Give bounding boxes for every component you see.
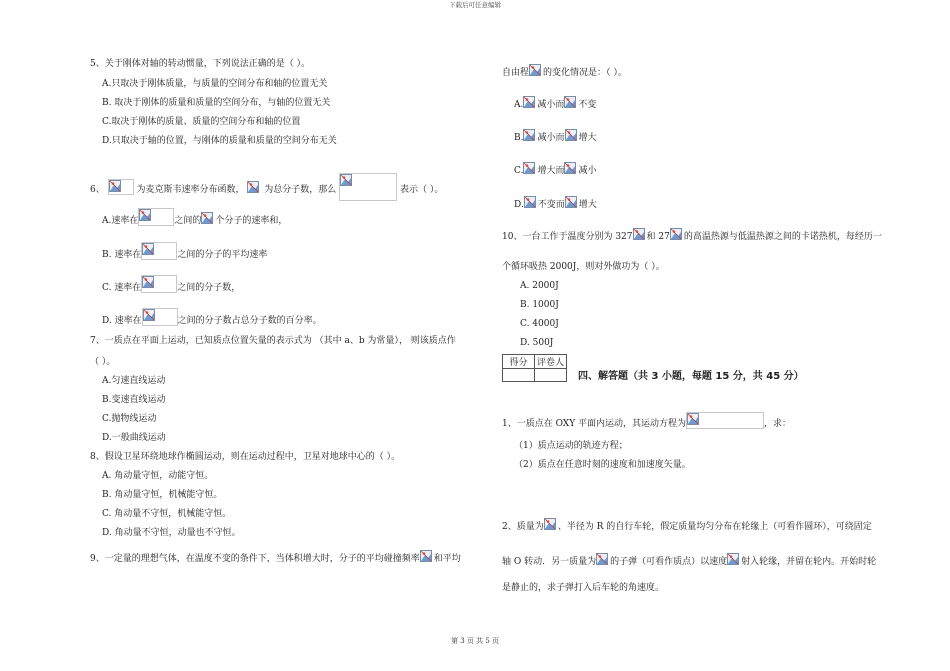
image-icon (201, 212, 213, 224)
score-label: 得分 (503, 355, 535, 369)
image-icon (596, 553, 608, 565)
q6-option-d (102, 308, 322, 327)
q5-option-c: C.取决于刚体的质量、质量的空间分布和轴的位置 (102, 117, 301, 127)
p1-text-post: ，求： (764, 419, 792, 429)
p2-text: 的子弹（可看作质点）以速度 (610, 557, 728, 567)
image-icon (523, 129, 535, 141)
image-icon (529, 64, 541, 76)
option-text: 减小而 (537, 133, 565, 143)
q10-option-a: A. 2000J (520, 281, 559, 291)
image-icon (565, 129, 577, 141)
p1-text-pre: 1、一质点在 OXY 平面内运动，其运动方程为 (502, 419, 687, 429)
q6-text-3: 表示（ ）。 (400, 185, 444, 195)
q9-option-d (514, 196, 597, 211)
q6-option-c (102, 275, 240, 294)
q10-option-c: C. 4000J (520, 319, 559, 329)
formula-image (564, 96, 578, 110)
p2-text: 轴 O 转动．另一质量为 (502, 557, 597, 567)
formula-image (247, 181, 261, 195)
q7-stem: 7、一质点在平面上运动，已知质点位置矢量的表示式为 （其中 a、b 为常量）， 则该质点作 (90, 336, 456, 346)
formula-image (201, 212, 215, 226)
q5-option-d: D.只取决于轴的位置，与刚体的质量和质量的空间分布无关 (102, 136, 337, 146)
image-icon (564, 162, 576, 174)
image-icon (523, 96, 535, 108)
option-text: 个分子的速率和， (215, 216, 288, 226)
q10-text-post: 的高温热源与低温热源之间的卡诺热机，每经历一 (683, 232, 882, 242)
formula-image (420, 550, 434, 564)
option-text: D. 速率在 (102, 316, 142, 326)
image-icon (633, 228, 645, 240)
option-text: B. (514, 133, 524, 143)
score-cell[interactable] (503, 369, 535, 382)
image-icon (340, 174, 352, 186)
image-icon (687, 413, 699, 425)
q7-option-c: C.抛物线运动 (102, 414, 157, 424)
p2-line-2 (502, 553, 876, 568)
q6-number: 6、 (90, 185, 105, 195)
image-icon (544, 518, 556, 530)
q9-text-a: 9、一定量的理想气体，在温度不变的条件下，当体积增大时，分子的平均碰撞频率 (90, 554, 420, 564)
formula-image (686, 412, 764, 429)
option-text: 之间的分子数占总分子数的百分率。 (177, 316, 322, 326)
p2-text: 、半径为 R 的自行车轮，假定质量均匀分布在轮缘上（可看作圆环），可绕固定 (557, 522, 872, 532)
q8-option-b: B. 角动量守恒，机械能守恒。 (102, 490, 223, 500)
formula-image (565, 196, 579, 210)
q10-option-d: D. 500J (520, 338, 554, 348)
formula-image (727, 553, 741, 567)
formula-image (141, 275, 177, 293)
q7-option-d: D.一般曲线运动 (102, 433, 166, 443)
image-icon (420, 550, 432, 562)
q9-cont-text-1: 自由程 (502, 68, 530, 78)
formula-image (339, 173, 397, 201)
q7-stem-cont: （ ）。 (90, 357, 116, 367)
q9-cont-text-2: 的变化情况是：（ ）。 (543, 68, 627, 78)
image-icon (109, 180, 121, 192)
option-text: 不变 (578, 100, 597, 110)
q8-option-d: D. 角动量不守恒，动量也不守恒。 (102, 528, 241, 538)
image-icon (727, 553, 739, 565)
p2-line-3: 是静止的，求子弹打入后车轮的角速度。 (502, 583, 665, 593)
q10-text-mid: 和 27 (646, 232, 670, 242)
formula-image (565, 129, 579, 143)
q9-continued (502, 64, 627, 79)
option-text: 增大 (578, 133, 597, 143)
formula-image (633, 228, 647, 242)
q10-option-b: B. 1000J (520, 300, 559, 310)
option-text: C. (514, 166, 524, 176)
q9-stem (90, 550, 461, 565)
image-icon (523, 162, 535, 174)
option-text: A. (514, 100, 524, 110)
q5-option-a: A.只取决于刚体质量，与质量的空间分布和轴的位置无关 (102, 79, 328, 89)
option-text: B. 速率在 (102, 250, 142, 260)
page-footer: 第 3 页 共 5 页 (450, 637, 500, 645)
p1-sub-1: （1）质点运动的轨迹方程； (514, 441, 628, 451)
formula-image (544, 518, 558, 532)
q5-option-b: B. 取决于刚体的质量和质量的空间分布，与轴的位置无关 (102, 98, 331, 108)
q9-option-c (514, 162, 596, 177)
image-icon (564, 96, 576, 108)
q9-option-a (514, 96, 596, 111)
image-icon (142, 276, 154, 288)
q6-option-b (102, 242, 267, 261)
q8-stem: 8、假设卫星环绕地球作椭圆运动，则在运动过程中，卫星对地球中心的（ ）。 (90, 452, 401, 462)
grader-label: 评卷人 (535, 355, 567, 369)
image-icon (247, 181, 259, 193)
option-text: 之间的分子的平均速率 (177, 250, 268, 260)
formula-image (596, 553, 610, 567)
page-header: 下载后可任意编辑 (449, 1, 501, 9)
q9-option-b (514, 129, 597, 144)
q6-text-1: 为麦克斯韦速率分布函数， (136, 185, 245, 195)
image-icon (670, 228, 682, 240)
score-table (502, 354, 567, 382)
q10-stem-line2: 个循环吸热 2000J，则对外做功为（ ）。 (502, 262, 665, 272)
image-icon (142, 243, 154, 255)
q5-stem: 5、关于刚体对轴的转动惯量，下列说法正确的是（ ）。 (90, 59, 311, 69)
formula-image (524, 196, 538, 210)
p2-line-1 (502, 518, 872, 533)
formula-image (142, 308, 178, 326)
image-icon (524, 196, 536, 208)
formula-image (670, 228, 684, 242)
p2-text: 射入轮缘，并留在轮内。开始时轮 (741, 557, 877, 567)
formula-image (108, 179, 134, 195)
option-text: 之间的分子数， (177, 283, 241, 293)
option-text: A.速率在 (102, 216, 139, 226)
image-icon (143, 309, 155, 321)
q6-stem (90, 173, 443, 201)
formula-image (523, 162, 537, 176)
image-icon (565, 196, 577, 208)
option-text: 增大 (578, 200, 597, 210)
q8-option-c: C. 角动量不守恒，机械能守恒。 (102, 509, 232, 519)
option-text: 减小 (578, 166, 597, 176)
q6-option-a (102, 208, 287, 227)
option-text: 不变而 (537, 200, 565, 210)
section-title: 四、解答题（共 3 小题，每题 15 分，共 45 分） (578, 371, 804, 382)
formula-image (523, 129, 537, 143)
option-text: 之间的 (174, 216, 202, 226)
p1-sub-2: （2）质点在任意时刻的速度和加速度矢量。 (514, 460, 691, 470)
q9-text-b: 和平均 (433, 554, 461, 564)
option-text: C. 速率在 (102, 283, 142, 293)
formula-image (141, 242, 177, 260)
q10-stem (502, 228, 882, 243)
option-text: 增大而 (537, 166, 565, 176)
grader-cell[interactable] (535, 369, 567, 382)
q7-option-b: B.变速直线运动 (102, 395, 166, 405)
q10-text-pre: 10、一台工作于温度分别为 327 (502, 232, 633, 242)
formula-image (564, 162, 578, 176)
p1-stem (502, 412, 791, 430)
formula-image (529, 64, 543, 78)
q6-text-2: 为总分子数，那么 (264, 185, 337, 195)
q7-option-a: A.匀速直线运动 (102, 376, 166, 386)
option-text: 减小而 (537, 100, 565, 110)
formula-image (523, 96, 537, 110)
p2-text: 2、质量为 (502, 522, 544, 532)
q8-option-a: A. 角动量守恒，动能守恒。 (102, 471, 214, 481)
formula-image (138, 208, 174, 226)
option-text: D. (514, 200, 524, 210)
image-icon (139, 209, 151, 221)
